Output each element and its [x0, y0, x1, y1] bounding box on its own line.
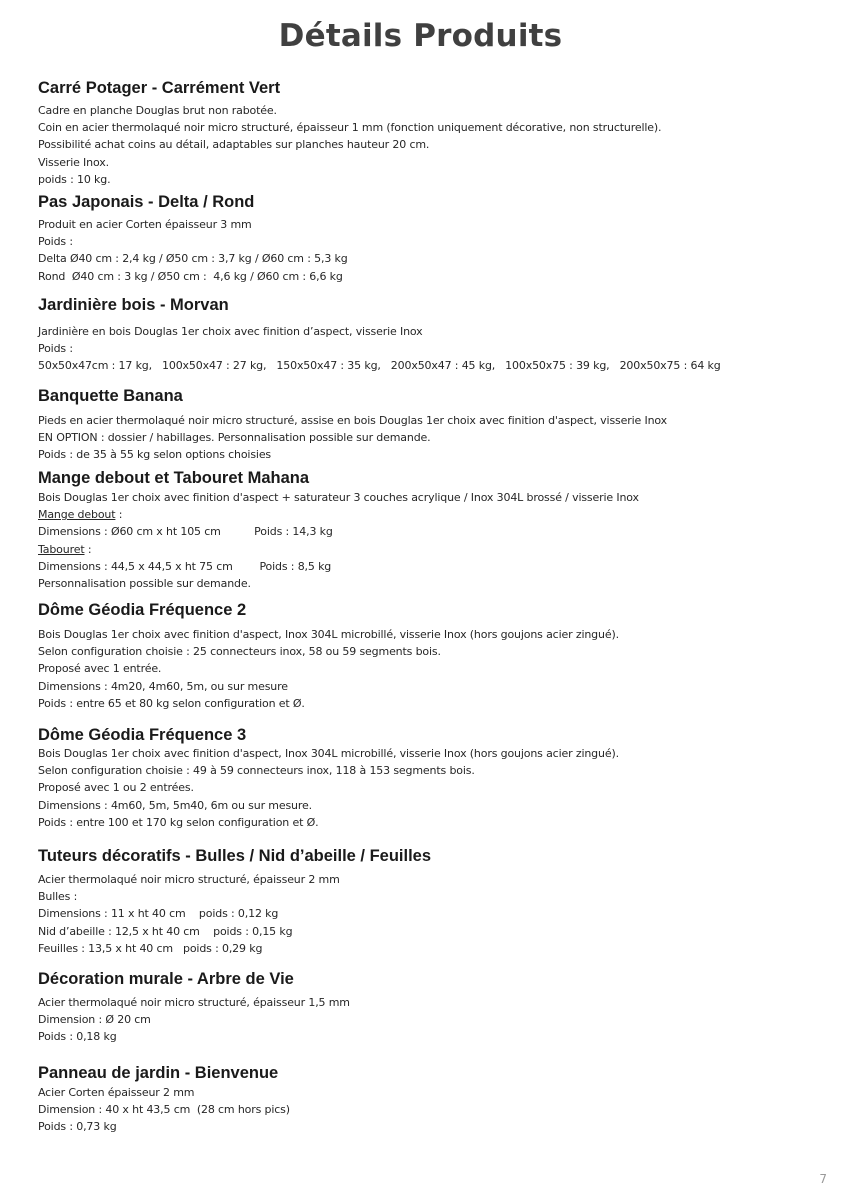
text-line: EN OPTION : dossier / habillages. Personnalisation possible sur demande.: [38, 431, 431, 445]
text-line: Poids :: [38, 342, 73, 356]
text-line: Pieds en acier thermolaqué noir micro structuré, assise en bois Douglas 1er choix avec finition d'aspect, visserie Inox: [38, 414, 667, 427]
section-title: Pas Japonais - Delta / Rond: [38, 193, 255, 211]
text-line: Poids : 0,18 kg: [38, 1030, 117, 1044]
text-line: Poids :: [38, 235, 73, 249]
section-carre-potager: [38, 78, 818, 188]
text-line: Dimensions : Ø60 cm x ht 105 cm Poids : 14,3 kg: [38, 525, 333, 539]
section-pas-japonais: [38, 192, 818, 285]
text-line: Delta Ø40 cm : 2,4 kg / Ø50 cm : 3,7 kg / Ø60 cm : 5,3 kg: [38, 252, 348, 266]
section-mange-debout: [38, 468, 818, 592]
section-dome-f2: [38, 600, 818, 712]
text-line: Coin en acier thermolaqué noir micro structuré, épaisseur 1 mm (fonction uniquement décorative, non structurelle).: [38, 121, 662, 135]
text-line: Poids : 0,73 kg: [38, 1120, 117, 1134]
section-title: Carré Potager - Carrément Vert: [38, 79, 281, 97]
section-title: Tuteurs décoratifs - Bulles / Nid d’abeille / Feuilles: [38, 847, 432, 865]
text-line: Acier thermolaqué noir micro structuré, épaisseur 2 mm: [38, 873, 340, 886]
page-title: Détails Produits: [278, 18, 563, 54]
text-line: Poids : entre 65 et 80 kg selon configuration et Ø.: [38, 696, 305, 710]
subheading-mange-debout: Mange debout: [38, 508, 116, 522]
text-line: Dimensions : 4m20, 4m60, 5m, ou sur mesure: [38, 679, 288, 693]
section-title: Jardinière bois - Morvan: [38, 296, 229, 314]
section-title: Dôme Géodia Fréquence 3: [38, 726, 247, 744]
section-dome-f3: [38, 725, 818, 831]
text-line: Possibilité achat coins au détail, adaptables sur planches hauteur 20 cm.: [38, 138, 430, 152]
text-line: poids : 10 kg.: [38, 172, 111, 186]
text-line: Visserie Inox.: [38, 155, 109, 169]
text-line: Bois Douglas 1er choix avec finition d'aspect, Inox 304L microbillé, visserie Inox (hors goujons acier zingué).: [38, 747, 619, 760]
subheading-suffix: :: [115, 508, 123, 522]
text-line: 50x50x47cm : 17 kg, 100x50x47 : 27 kg, 150x50x47 : 35 kg, 200x50x47 : 45 kg, 100x50x75 : 39 kg, 200x50x75 : 64 kg: [38, 359, 721, 373]
text-line: Poids : entre 100 et 170 kg selon configuration et Ø.: [38, 815, 319, 829]
section-tuteurs: [38, 846, 818, 957]
text-line: Nid d’abeille : 12,5 x ht 40 cm poids : 0,15 kg: [38, 924, 293, 938]
text-line: Bois Douglas 1er choix avec finition d'aspect, Inox 304L microbillé, visserie Inox (hors goujons acier zingué).: [38, 628, 619, 641]
text-line: Selon configuration choisie : 49 à 59 connecteurs inox, 118 à 153 segments bois.: [38, 764, 475, 778]
text-line: Bulles :: [38, 890, 78, 904]
text-line: Poids : de 35 à 55 kg selon options choisies: [38, 448, 272, 462]
section-title: Décoration murale - Arbre de Vie: [38, 970, 294, 988]
subheading-suffix: :: [84, 542, 92, 556]
text-line: Dimension : Ø 20 cm: [38, 1013, 151, 1027]
text-line: Dimensions : 4m60, 5m, 5m40, 6m ou sur mesure.: [38, 798, 312, 812]
text-line: Produit en acier Corten épaisseur 3 mm: [38, 218, 252, 231]
text-line: Feuilles : 13,5 x ht 40 cm poids : 0,29 kg: [38, 941, 263, 955]
subheading-tabouret: Tabouret: [38, 542, 85, 556]
page-number: 7: [819, 1172, 827, 1186]
text-line: Dimensions : 44,5 x 44,5 x ht 75 cm Poids : 8,5 kg: [38, 559, 332, 573]
text-line: Dimensions : 11 x ht 40 cm poids : 0,12 kg: [38, 907, 279, 921]
text-line: Rond Ø40 cm : 3 kg / Ø50 cm : 4,6 kg / Ø60 cm : 6,6 kg: [38, 269, 343, 283]
subheading-line: [38, 506, 818, 523]
text-line: Jardinière en bois Douglas 1er choix avec finition d’aspect, visserie Inox: [38, 325, 423, 338]
text-line: Proposé avec 1 entrée.: [38, 662, 162, 676]
subheading-line: [38, 541, 818, 558]
section-jardiniere: [38, 295, 818, 375]
section-panneau-jardin: [38, 1063, 818, 1136]
section-title: Mange debout et Tabouret Mahana: [38, 469, 310, 487]
text-line: Bois Douglas 1er choix avec finition d'aspect + saturateur 3 couches acrylique / Inox 304L brossé / visserie Inox: [38, 491, 639, 504]
text-line: Acier thermolaqué noir micro structuré, épaisseur 1,5 mm: [38, 996, 350, 1009]
text-line: Proposé avec 1 ou 2 entrées.: [38, 781, 194, 795]
text-line: Cadre en planche Douglas brut non rabotée.: [38, 104, 277, 117]
text-line: Dimension : 40 x ht 43,5 cm (28 cm hors pics): [38, 1103, 290, 1117]
section-title: Banquette Banana: [38, 387, 183, 405]
section-decoration-murale: [38, 969, 818, 1046]
section-banquette: [38, 386, 818, 464]
text-line: Selon configuration choisie : 25 connecteurs inox, 58 ou 59 segments bois.: [38, 645, 441, 659]
text-line: Personnalisation possible sur demande.: [38, 577, 251, 591]
section-title: Panneau de jardin - Bienvenue: [38, 1064, 279, 1082]
section-title: Dôme Géodia Fréquence 2: [38, 601, 247, 619]
text-line: Acier Corten épaisseur 2 mm: [38, 1086, 195, 1099]
